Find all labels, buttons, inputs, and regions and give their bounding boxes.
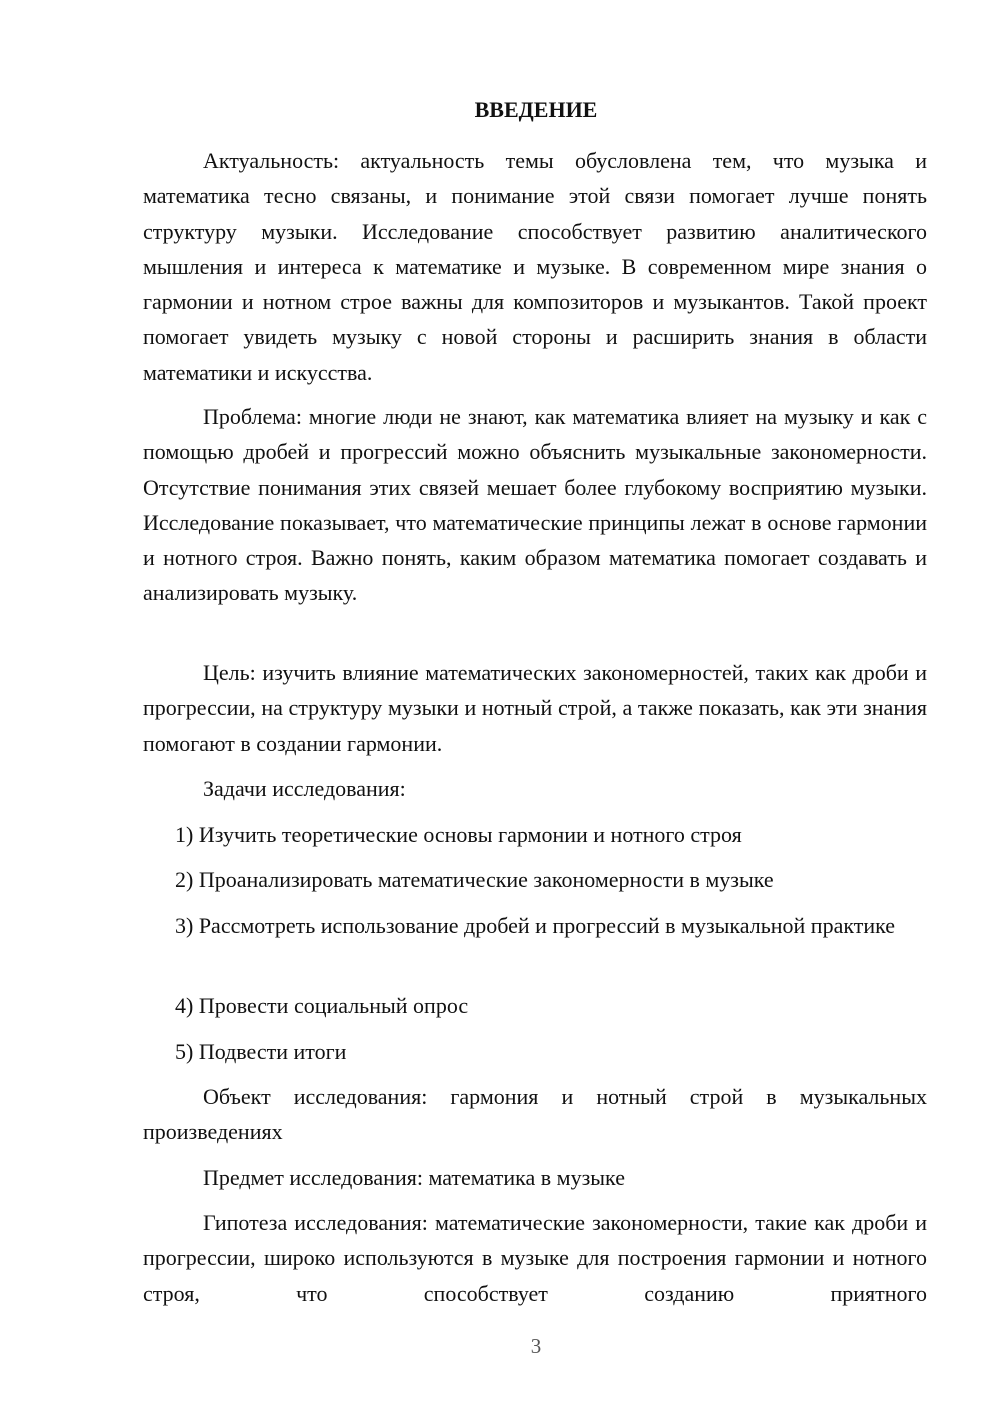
paragraph-subject: Предмет исследования: математика в музыке — [203, 1165, 625, 1190]
task-item-2: 2) Проанализировать математические закономерности в музыке — [175, 867, 774, 892]
paragraph-object: Объект исследования: гармония и нотный строй в музыкальных произведениях — [143, 1084, 927, 1145]
page-number: 3 — [530, 1334, 542, 1358]
page-title: ВВЕДЕНИЕ — [474, 97, 598, 122]
paragraph-relevance: Актуальность: актуальность темы обусловлена тем, что музыка и математика тесно связаны, и понимание этой связи помогает лучше понять структуру музыки. Исследование способствует развитию аналитического мышления и интереса к математике и музыке. В современном мире знания о гармонии и нотном строе важны для композиторов и музыкантов. Такой проект помогает увидеть музыку с новой стороны и расширить знания в области математики и искусства. — [143, 148, 927, 385]
tasks-heading: Задачи исследования: — [203, 776, 406, 801]
task-item-1: 1) Изучить теоретические основы гармонии и нотного строя — [175, 822, 742, 847]
paragraph-goal: Цель: изучить влияние математических закономерностей, таких как дроби и прогрессии, на структуру музыки и нотный строй, а также показать, как эти знания помогают в создании гармонии. — [143, 660, 927, 756]
paragraph-problem: Проблема: многие люди не знают, как математика влияет на музыку и как с помощью дробей и прогрессий можно объяснить музыкальные закономерности. Отсутствие понимания этих связей мешает более глубокому восприятию музыки. Исследование показывает, что математические принципы лежат в основе гармонии и нотного строя. Важно понять, каким образом математика помогает создавать и анализировать музыку. — [143, 404, 927, 606]
paragraph-hypothesis: Гипотеза исследования: математические закономерности, такие как дроби и прогрессии, широко используются в музыке для построения гармонии и нотного строя, что способствует созданию приятного — [143, 1210, 927, 1306]
task-item-3: 3) Рассмотреть использование дробей и прогрессий в музыкальной практике — [175, 913, 896, 938]
task-item-5: 5) Подвести итоги — [175, 1039, 347, 1064]
task-item-4: 4) Провести социальный опрос — [175, 993, 469, 1018]
